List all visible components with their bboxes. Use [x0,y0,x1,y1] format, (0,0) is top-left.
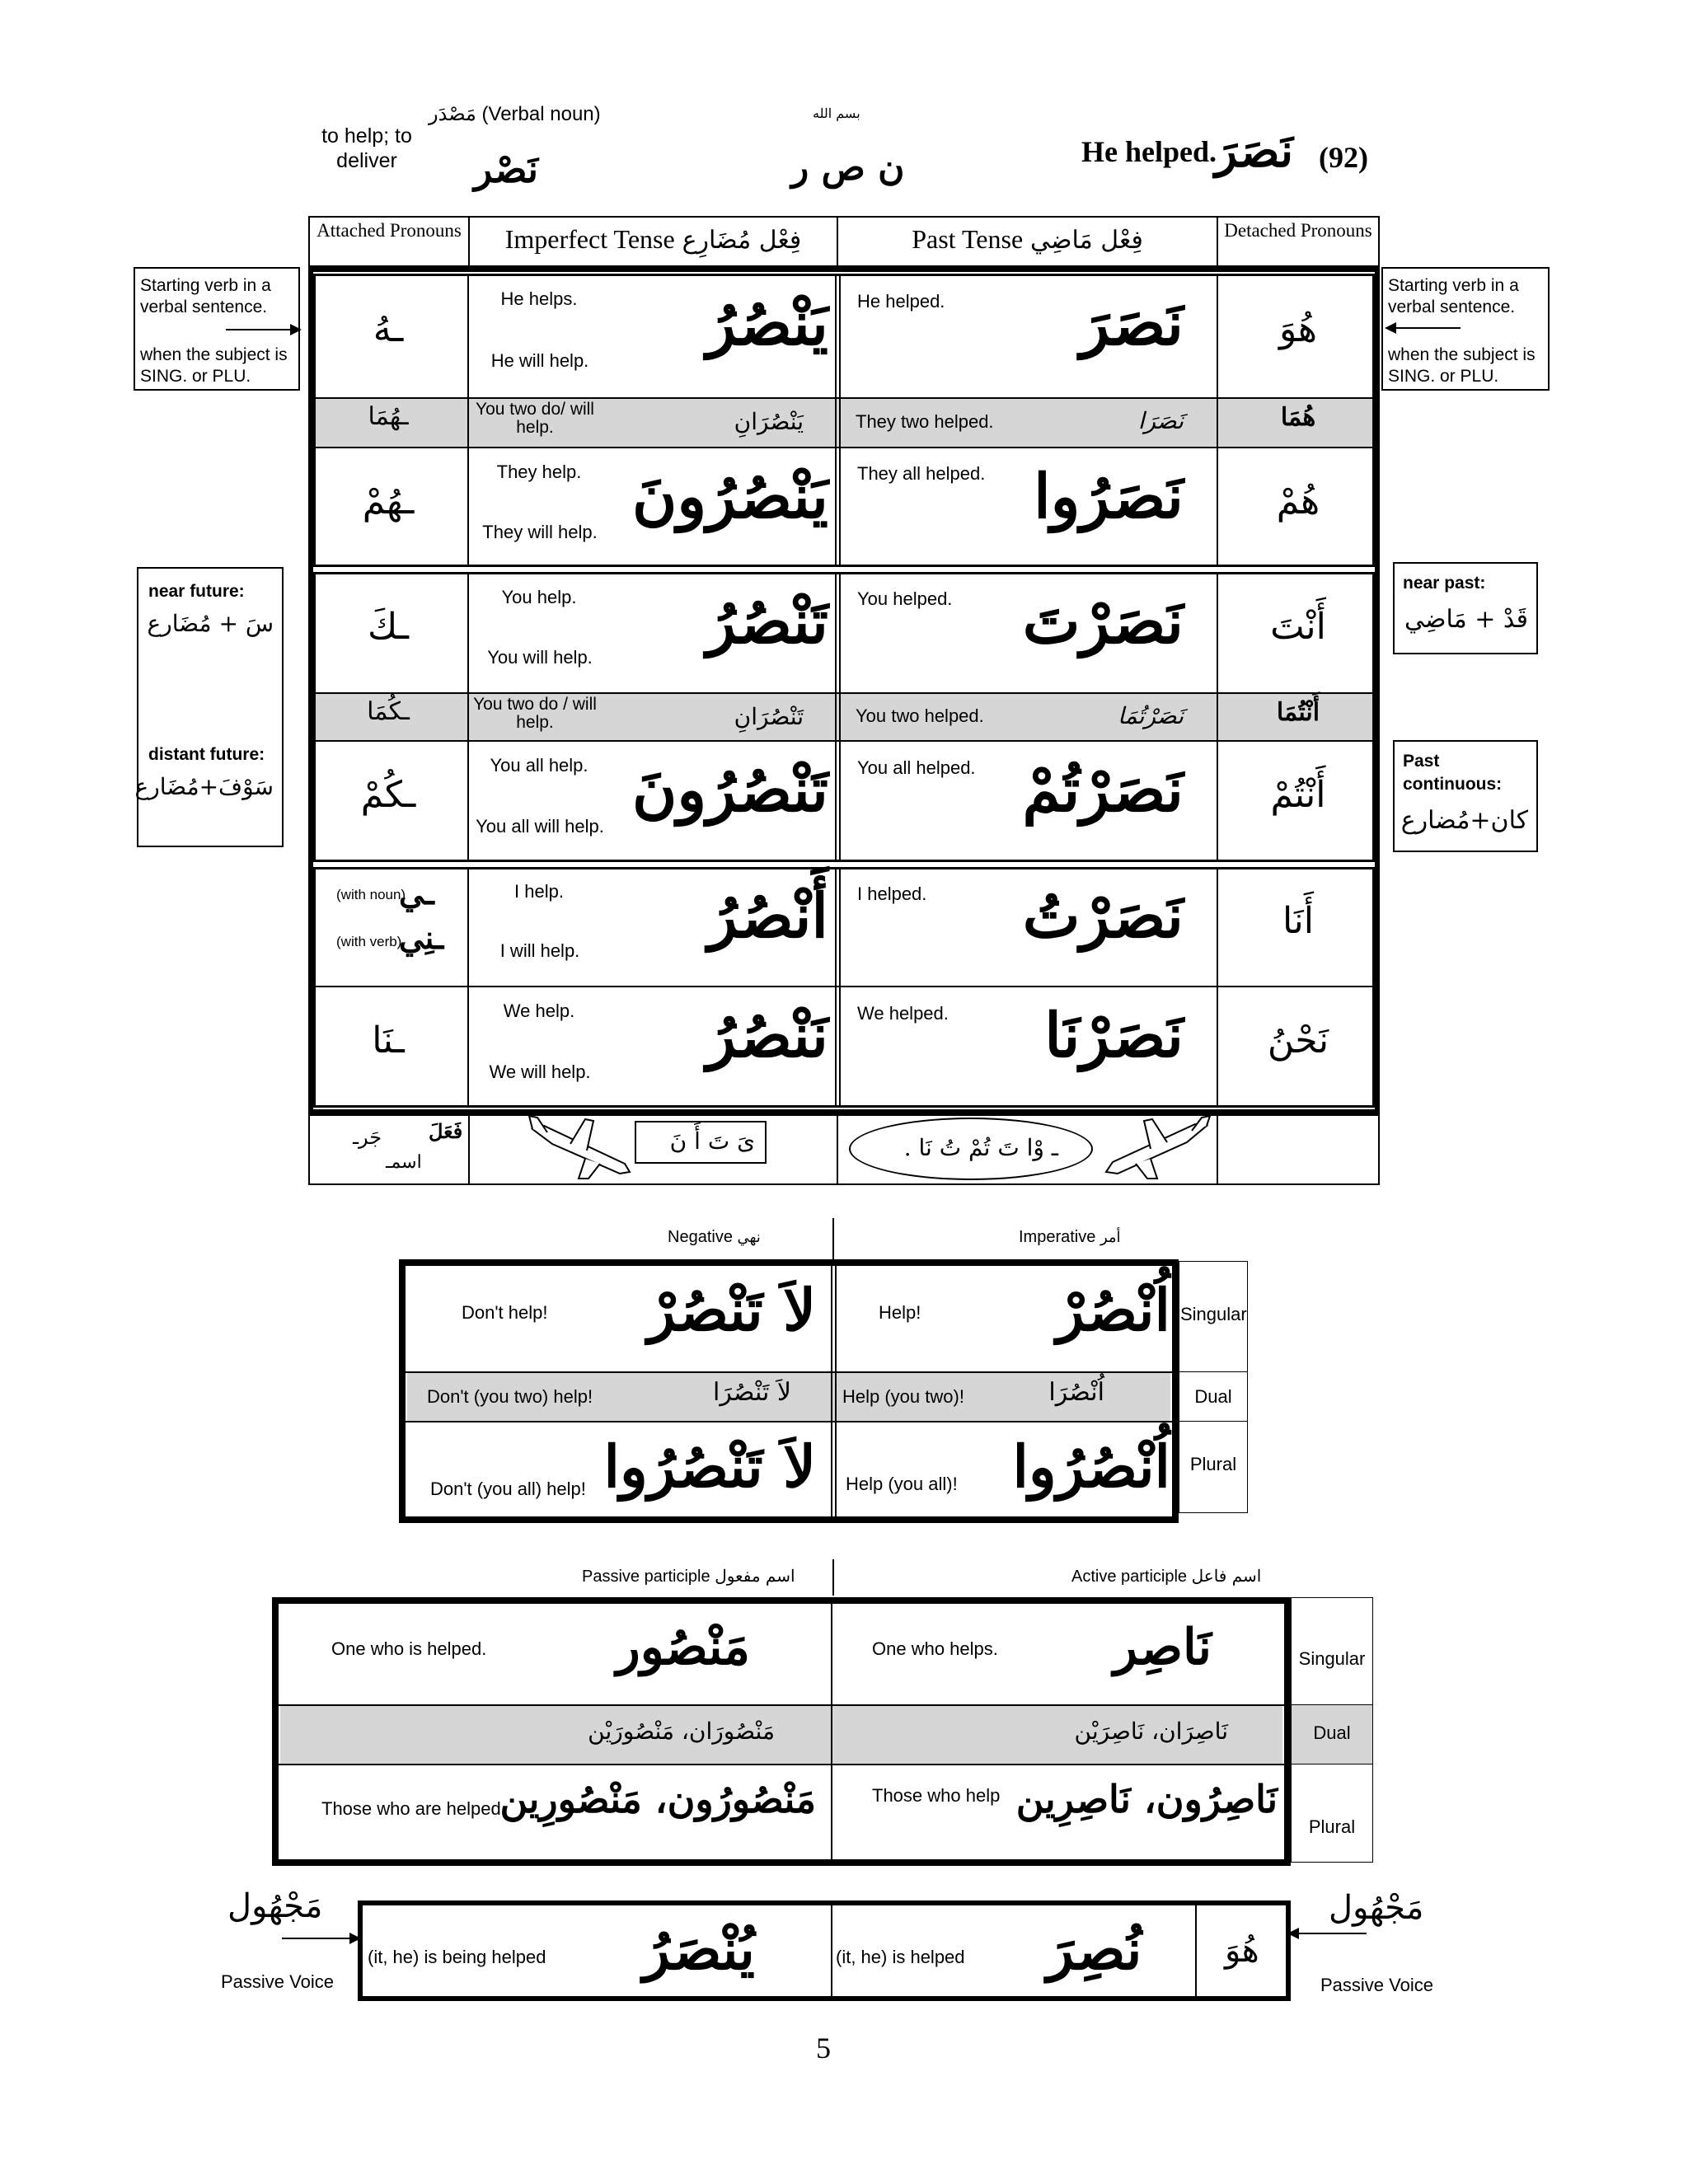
imperfect-meaning: You two do/ will help. [476,400,594,437]
footer-attached-1: فَعَلَ [429,1119,463,1143]
past-meaning: You helped. [857,588,953,610]
imperfect-meaning-future: We will help. [489,1061,591,1082]
active-participle-meaning: Those who help [872,1785,1001,1806]
detached-pronoun: أَنْتَ [1270,605,1326,648]
passive-voice-right-en: Passive Voice [1320,1975,1433,1995]
attached-pronoun: ـنِي [399,919,444,957]
passive-imp-en: (it, he) is being helped [368,1947,546,1967]
imperfect-meaning: I help. [514,881,564,902]
arrow-left-icon [1286,1924,1368,1943]
imperative-row [0,1266,1688,1371]
imperative-row [0,1421,1688,1516]
imperative-verb: اُنْصُرَا [1048,1378,1104,1407]
imperfect-meaning-future: I will help. [499,940,580,962]
imperfect-meaning-future: He will help. [490,350,589,371]
past-verb: نَصَرَ [1080,288,1184,359]
imperative-row [0,1371,1688,1421]
passive-past-en: (it, he) is helped [836,1947,965,1967]
imperfect-verb: أَنْصُرُ [707,881,828,953]
number-label: Dual [1313,1722,1351,1743]
conjugation-row [308,740,1380,862]
active-participle-header: Active participle اسم فاعل [1071,1566,1262,1586]
imperfect-meaning-future: They will help. [482,521,598,542]
passive-participle-meaning: One who is helped. [331,1638,487,1659]
page-number: 5 [816,2032,831,2064]
passive-imp-ar: يُنْصَرُ [643,1917,755,1983]
participle-row [0,1704,1688,1764]
past-verb: نَصَرْنَا [1044,1000,1184,1071]
imperative-meaning: Help (you two)! [842,1386,964,1407]
imperfect-verb: تَنْصُرُونَ [631,754,828,826]
footer-attached-2: جَرـ [353,1126,382,1149]
past-meaning: They all helped. [857,463,986,485]
passive-participle-meaning: Those who are helped [321,1798,501,1819]
imperfect-prefixes-box: ىَ تَ أَ نَ [635,1121,767,1164]
masdar-label-en: (Verbal noun) [481,103,601,125]
airplane-icon [1096,1114,1212,1182]
masdar-label-ar: مَصْدَر [429,102,476,125]
attached-pronoun: ـي [399,874,434,912]
negative-verb: لاَ تَنْصُرَا [713,1378,791,1407]
root-letters: ن ص ر [791,147,905,189]
participle-row [0,1605,1688,1704]
detached-pronouns-header: Detached Pronouns [1224,220,1372,241]
past-verb: نَصَرُوا [1034,461,1184,532]
basmala: بسم الله [813,105,860,121]
attached-pronoun: ـهُ [373,308,404,350]
imperfect-verb: يَنْصُرَانِ [734,408,804,436]
past-verb: نَصَرَا [1137,407,1184,434]
imperfect-meaning: We help. [503,1000,575,1021]
active-participle-meaning: One who helps. [872,1638,998,1659]
passive-pronoun: هُوَ [1225,1932,1259,1970]
attached-pronoun: ـنَا [372,1019,405,1062]
negative-verb: لاَ تَنْصُرْ [647,1276,816,1344]
past-verb: نَصَرْتُ [1022,881,1184,953]
arrow-right-icon [224,320,303,340]
passive-voice-right-ar: مَجْهُول [1329,1889,1424,1927]
verb-number: (92) [1319,141,1368,174]
conjugation-row [308,274,1380,397]
detached-pronoun: أَنْتُمْ [1270,774,1326,817]
negative-header: Negative نهي [668,1228,761,1246]
number-label: Dual [1194,1386,1232,1407]
past-meaning: We helped. [857,1002,949,1024]
conjugation-row [308,692,1380,740]
right-start-note: Starting verb in a verbal sentence. when the subject is SING. or PLU. [1381,267,1550,391]
arrow-right-icon [280,1929,363,1948]
title-en: He helped. [1081,135,1217,168]
number-label: Plural [1189,1454,1237,1474]
imperfect-meaning: You two do / will help. [473,695,597,732]
negative-verb: لاَ تَنْصُرُوا [603,1432,816,1501]
masdar-meaning: to help; to deliver [321,124,412,172]
imperative-meaning: Help (you all)! [846,1474,958,1494]
number-label: Singular [1180,1304,1247,1324]
future-note: near future: سَ + مُضَارع distant future: سَوْفَ+مُضَارع [137,567,284,847]
imperfect-meaning: He helps. [500,288,578,309]
past-header: Past Tense فِعْل مَاضِي [912,224,1143,255]
imperfect-meaning: You help. [501,586,577,607]
imperative-verb: اُنْصُرُوا [1012,1432,1170,1501]
imperative-verb: اُنْصُرْ [1056,1276,1170,1344]
past-meaning: You all helped. [857,757,976,778]
past-verb: نَصَرْتُمْ [1022,754,1184,826]
left-start-note: Starting verb in a verbal sentence. when the subject is SING. or PLU. [134,267,300,391]
detached-pronoun: نَحْنُ [1267,1019,1329,1062]
detached-pronoun: هُمْ [1276,480,1320,523]
passive-participle: مَنْصُورَان، مَنْصُورَيْن [588,1718,775,1745]
attached-note: (with verb) [336,933,402,949]
imperfect-meaning: They help. [496,461,582,482]
negative-meaning: Don't help! [462,1302,548,1323]
past-verb: نَصَرْتَ [1022,586,1184,658]
active-participle: نَاصِرُون، نَاصِرِين [1015,1777,1278,1821]
attached-pronouns-header: Attached Pronouns [316,220,462,241]
conjugation-row [308,397,1380,447]
arrow-left-icon [1383,318,1462,338]
imperfect-header: Imperfect Tense فِعْل مُضَارِع [504,224,802,255]
detached-pronoun: هُوَ [1279,308,1317,350]
detached-pronoun: أَنَا [1282,900,1314,943]
attached-pronoun: ـكُمْ [360,774,416,817]
imperfect-verb: تَنْصُرُ [706,586,828,658]
imperfect-meaning-future: You will help. [487,646,593,668]
past-meaning: They two helped. [856,410,994,432]
passive-participle: مَنْصُورُون، مَنْصُورِين [499,1777,816,1821]
past-continuous-note: Past continuous: كان+مُضارع [1393,740,1538,852]
passive-voice-left-ar: مَجْهُول [227,1887,323,1925]
imperfect-verb: تَنْصُرَانِ [734,702,804,730]
passive-past-ar: نُصِرَ [1047,1917,1142,1983]
attached-pronoun: ـهُمَا [368,402,409,431]
attached-pronoun: ـكَ [368,605,409,648]
near-past-note: near past: قَدْ + مَاضِي [1393,562,1538,654]
active-participle: نَاصِرَان، نَاصِرَيْن [1074,1718,1228,1745]
past-verb: نَصَرْتُمَا [1117,701,1184,729]
passive-participle: مَنْصُور [616,1619,750,1676]
conjugation-row [308,867,1380,986]
imperfect-verb: يَنْصُرُونَ [631,461,828,532]
imperfect-meaning: You all help. [490,754,588,776]
masdar-word: نَصْر [474,147,539,191]
number-label: Plural [1308,1816,1356,1837]
participle-row [0,1764,1688,1858]
imperative-header: Imperative أمر [1019,1228,1121,1246]
masdar-label [429,102,601,126]
imperfect-verb: نَنْصُرُ [706,1000,828,1071]
title-ar: نَصَرَ [1215,124,1294,178]
negative-meaning: Don't (you all) help! [430,1479,586,1499]
number-label: Singular [1298,1648,1366,1669]
airplane-icon [528,1114,635,1182]
imperfect-verb: يَنْصُرُ [706,288,828,359]
past-meaning: He helped. [857,291,945,312]
attached-pronoun: ـكُمَا [367,696,410,726]
past-meaning: You two helped. [856,705,984,727]
attached-note: (with noun) [336,887,406,903]
conjugation-row [308,447,1380,567]
passive-participle-header: Passive participle اسم مفعول [582,1566,795,1586]
past-suffixes-ellipse: ـ وْا تَ تُمْ تُ نَا . [849,1118,1093,1180]
attached-pronoun: ـهُمْ [362,480,415,523]
imperative-meaning: Help! [879,1302,921,1323]
conjugation-row [308,986,1380,1108]
detached-pronoun: هُمَا [1280,403,1316,433]
detached-pronoun: أَنْتُمَا [1276,697,1320,727]
footer-attached-3: اسمـ [386,1152,422,1173]
imperfect-meaning-future: You all will help. [476,815,604,837]
negative-meaning: Don't (you two) help! [427,1386,593,1407]
passive-voice-left-en: Passive Voice [221,1971,334,1992]
active-participle: نَاصِر [1113,1619,1212,1676]
conjugation-row [308,572,1380,692]
past-meaning: I helped. [857,883,927,905]
